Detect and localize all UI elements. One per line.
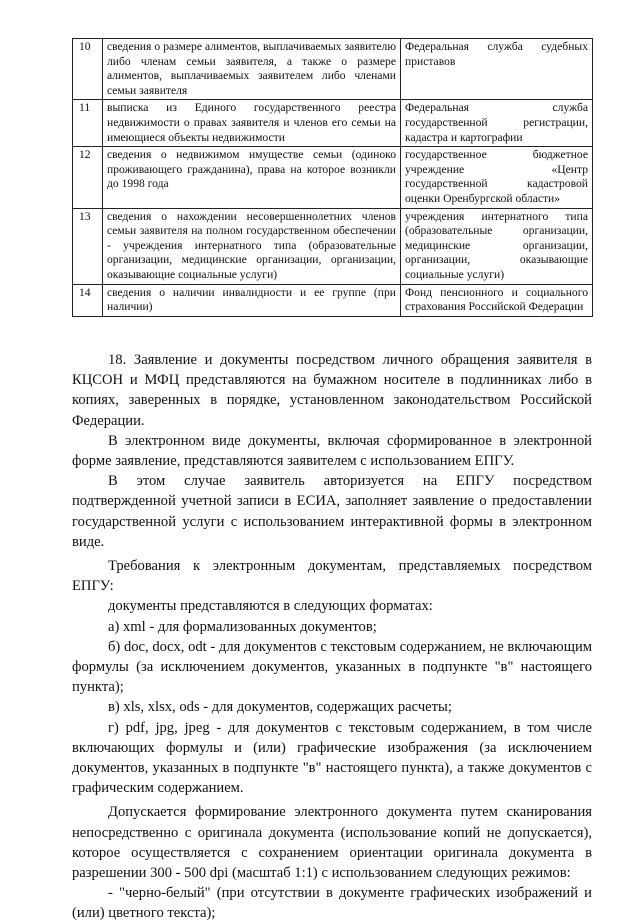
agency-cell: Федеральная служба судебных приставов: [401, 39, 593, 100]
table-row: [73, 284, 593, 316]
list-item: г) pdf, jpg, jpeg - для документов с текстовым содержанием, в том числе включающих формулы и (или) графические изображения (за исключением документов, указанных в подпункте "в" настоящего пункта), а также документов с графическим содержанием.: [72, 719, 592, 797]
paragraph: В электронном виде документы, включая сформированное в электронной форме заявление, представляются заявителем с использованием ЕПГУ.: [72, 432, 592, 470]
agency-cell: Федеральная служба государственной регистрации, кадастра и картографии: [401, 100, 593, 147]
info-cell: сведения о недвижимом имуществе семьи (одиноко проживающего гражданина), права на которое возникли до 1998 года: [103, 147, 401, 208]
row-number: 11: [73, 100, 103, 147]
list-item: б) doc, docx, odt - для документов с текстовым содержанием, не включающим формулы (за исключением документов, указанных в подпункте "в" настоящего пункта);: [72, 638, 592, 696]
body-text: [72, 350, 592, 924]
table-row: [73, 39, 593, 100]
paragraph: Требования к электронным документам, представляемых посредством ЕПГУ:: [72, 558, 592, 595]
agency-cell: Фонд пенсионного и социального страхования Российской Федерации: [401, 284, 593, 316]
row-number: 10: [73, 39, 103, 100]
table-row: [73, 208, 593, 284]
paragraph: документы представляются в следующих форматах:: [108, 598, 433, 615]
row-number: 14: [73, 284, 103, 316]
row-number: 13: [73, 208, 103, 284]
agency-cell: учреждения интернатного типа (образовательные организации, медицинские организации, организации, оказывающие социальные услуги): [401, 208, 593, 284]
table-row: [73, 100, 593, 147]
list-item: в) xls, xlsx, ods - для документов, содержащих расчеты;: [108, 699, 452, 716]
agency-cell: государственное бюджетное учреждение «Центр государственной кадастровой оценки Оренбургской области»: [401, 147, 593, 208]
list-item: а) xml - для формализованных документов;: [108, 618, 377, 635]
info-cell: сведения о размере алиментов, выплачиваемых заявителю либо членам семьи заявителя, а также о размере алиментов, выплачиваемых заявителем либо членами семьи заявителя: [103, 39, 401, 100]
info-cell: сведения о наличии инвалидности и ее группе (при наличии): [103, 284, 401, 316]
row-number: 12: [73, 147, 103, 208]
paragraph-18: 18. Заявление и документы посредством личного обращения заявителя в КЦСОН и МФЦ представляются на бумажном носителе в подлинниках либо в копиях, заверенных в порядке, установленном законодательством Российской Федерации.: [72, 352, 592, 429]
paragraph: В этом случае заявитель авторизуется на ЕПГУ посредством подтвержденной учетной записи в ЕСИА, заполняет заявление о предоставлении государственной услуги с использованием интерактивной формы в электронном виде.: [72, 473, 592, 550]
info-cell: выписка из Единого государственного реестра недвижимости о правах заявителя и членов его семьи на имеющиеся объекты недвижимости: [103, 100, 401, 147]
paragraph: Допускается формирование электронного документа путем сканирования непосредственно с оригинала документа (использование копий не допускается), которое осуществляется с сохранением ориентации оригинала документа в разрешении 300 - 500 dpi (масштаб 1:1) с использованием следующих режимов:: [72, 804, 592, 882]
list-item: - "черно-белый" (при отсутствии в документе графических изображений и (или) цветного текста);: [72, 885, 592, 922]
table-row: [73, 147, 593, 208]
info-cell: сведения о нахождении несовершеннолетних членов семьи заявителя на полном государственном обеспечении - учреждения интернатного типа (образовательные организации, медицинские организации, организации, оказывающие социальные услуги): [103, 208, 401, 284]
agencies-table: [72, 38, 593, 317]
